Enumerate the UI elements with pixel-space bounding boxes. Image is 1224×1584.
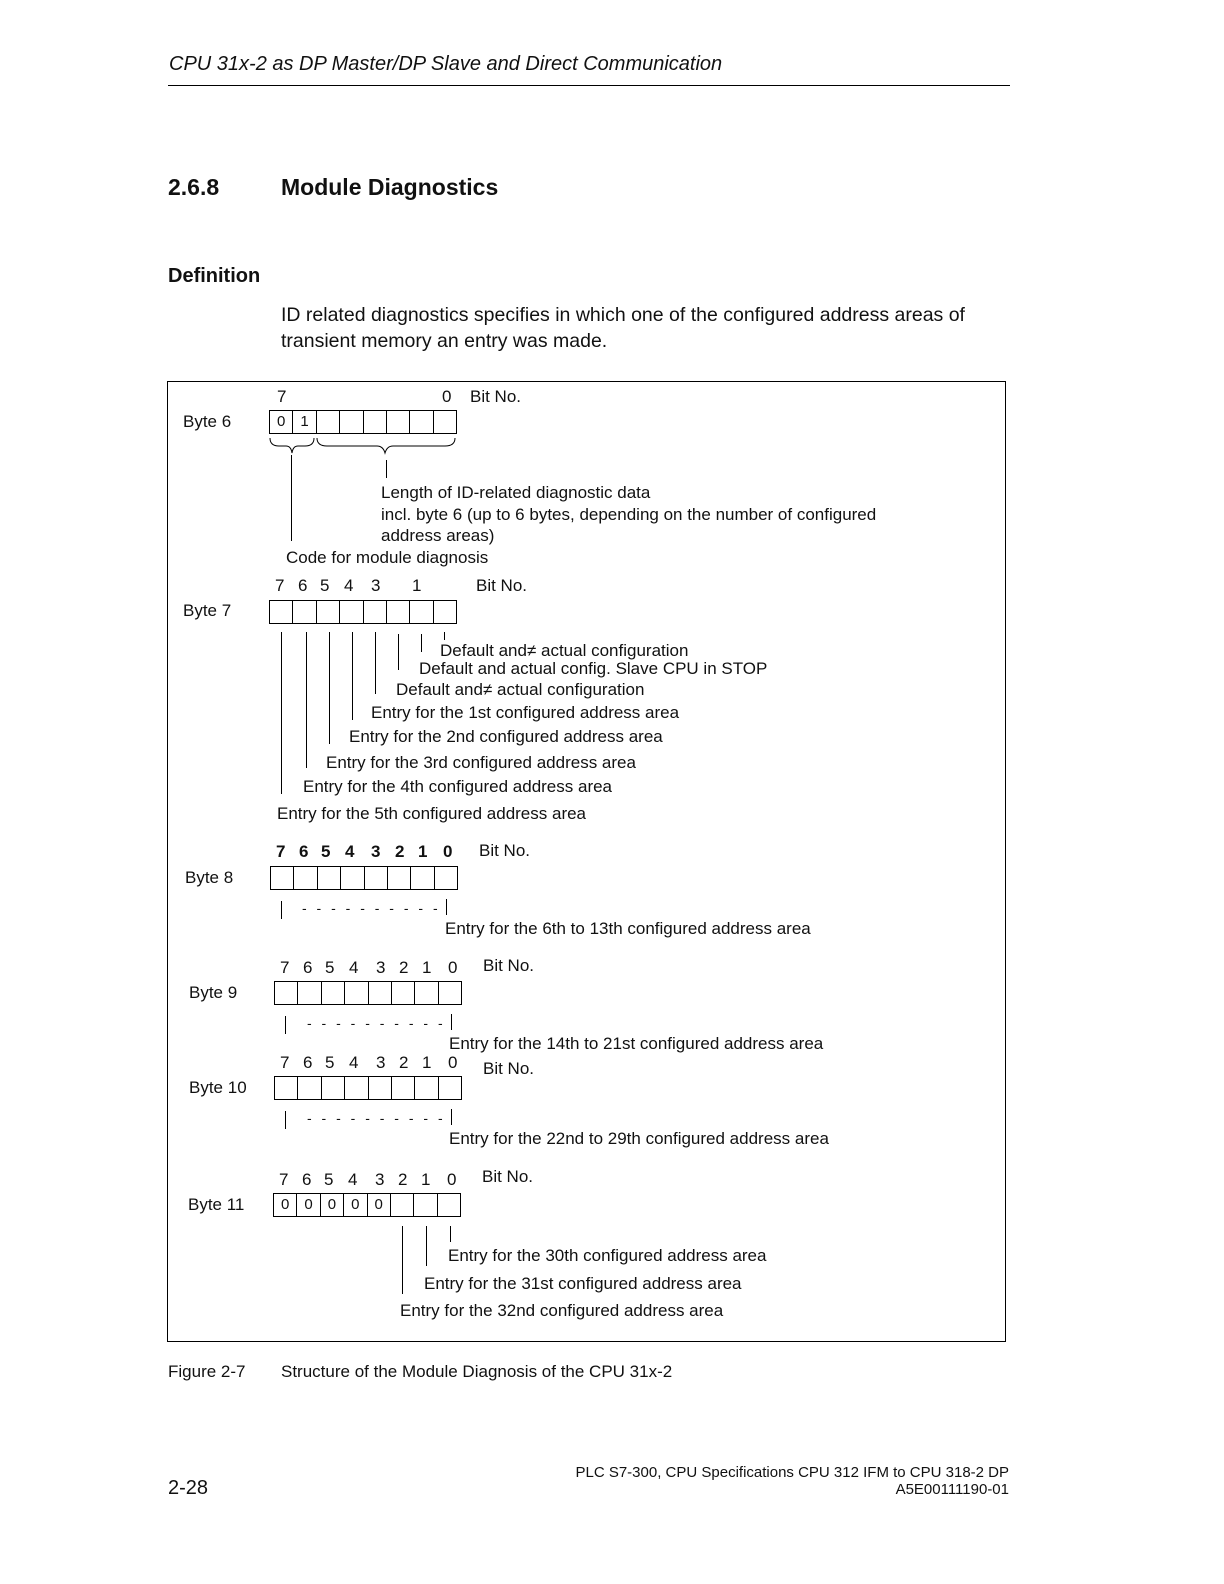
byte6-length-text-3: address areas)	[381, 526, 495, 545]
byte8-label: Byte 8	[185, 868, 234, 887]
byte6-code-text: Code for module diagnosis	[286, 548, 489, 567]
byte10-cell	[415, 1077, 438, 1099]
byte9-register	[274, 981, 462, 1005]
byte10-bit: 6	[303, 1053, 313, 1072]
byte7-bit: 1	[412, 576, 422, 595]
byte9-cell	[345, 982, 368, 1004]
byte9-cell	[392, 982, 415, 1004]
header-rule	[168, 85, 1010, 86]
byte8-bit: 6	[299, 842, 309, 861]
byte7-line-bit1	[421, 634, 422, 652]
byte10-cell	[322, 1077, 345, 1099]
byte9-cell	[322, 982, 345, 1004]
section-title: Module Diagnostics	[281, 174, 499, 200]
byte9-label: Byte 9	[189, 983, 238, 1002]
byte8-cell	[294, 867, 317, 889]
byte6-cell: 1	[293, 411, 316, 433]
byte11-entry: Entry for the 32nd configured address area	[400, 1301, 724, 1320]
byte11-line-bit2	[402, 1226, 403, 1294]
byte9-dashes: - - - - - - - - - -	[307, 1015, 446, 1031]
byte11-cell: 0	[321, 1194, 344, 1216]
byte6-bit-high: 7	[277, 387, 287, 406]
byte6-cell	[317, 411, 340, 433]
byte11-bit: 7	[279, 1170, 289, 1189]
byte11-bit: 2	[398, 1170, 408, 1189]
byte11-bit-no-label: Bit No.	[482, 1167, 534, 1186]
footer-doc-title: PLC S7-300, CPU Specifications CPU 312 IFM to CPU 318-2 DP	[575, 1464, 1009, 1481]
byte7-line-bit4	[352, 632, 353, 720]
byte6-length-line	[386, 460, 387, 478]
byte6-cell	[434, 411, 456, 433]
byte10-dashes: - - - - - - - - - -	[307, 1110, 446, 1126]
byte7-bit: 4	[344, 576, 354, 595]
byte11-cell: 0	[274, 1194, 297, 1216]
byte7-entry: Entry for the 3rd configured address area	[326, 753, 636, 772]
byte10-bit: 7	[280, 1053, 290, 1072]
byte9-cell	[275, 982, 298, 1004]
byte10-bit-no-label: Bit No.	[483, 1059, 535, 1078]
byte8-bit: 1	[418, 842, 428, 861]
byte7-entry: Entry for the 1st configured address area	[371, 703, 680, 722]
byte11-register	[273, 1193, 461, 1217]
byte7-entry: Entry for the 4th configured address area	[303, 777, 613, 796]
byte9-bit: 5	[325, 958, 335, 977]
byte9-bit: 0	[448, 958, 458, 977]
byte7-line-bit6	[306, 632, 307, 768]
byte6-label: Byte 6	[183, 412, 232, 431]
byte7-bit-no-label: Bit No.	[476, 576, 528, 595]
byte11-cell: 0	[344, 1194, 367, 1216]
definition-text: ID related diagnostics specifies in which one of the configured address areas of transient memory an entry was made.	[281, 304, 965, 352]
byte7-bit: 5	[320, 576, 330, 595]
byte8-cell	[388, 867, 411, 889]
byte6-cell	[340, 411, 363, 433]
byte11-bit: 1	[421, 1170, 431, 1189]
byte9-bit: 3	[376, 958, 386, 977]
byte7-cell	[410, 601, 433, 623]
byte11-cell: 0	[297, 1194, 320, 1216]
byte10-line-left	[285, 1111, 286, 1129]
byte10-cell	[369, 1077, 392, 1099]
byte8-bit: 2	[395, 842, 405, 861]
byte11-bit: 6	[302, 1170, 312, 1189]
byte8-cell	[411, 867, 434, 889]
byte7-bit: 3	[371, 576, 381, 595]
footer-doc-number: A5E00111190-01	[895, 1481, 1009, 1498]
byte6-cell: 0	[270, 411, 293, 433]
byte11-cell	[414, 1194, 437, 1216]
byte9-cell	[369, 982, 392, 1004]
byte6-braces	[265, 436, 465, 460]
footer-doc-info	[575, 1464, 1009, 1498]
byte11-bit: 3	[375, 1170, 385, 1189]
byte7-line-bit5	[329, 632, 330, 744]
byte7-entry: Entry for the 5th configured address area	[277, 804, 587, 823]
byte7-entry: Entry for the 2nd configured address area	[349, 727, 663, 746]
byte9-line-left	[285, 1016, 286, 1034]
byte6-code-line	[291, 455, 292, 541]
byte7-entry: Default and≠ actual configuration	[440, 641, 689, 660]
byte10-cell	[392, 1077, 415, 1099]
byte8-dashes: - - - - - - - - - -	[302, 900, 441, 916]
byte6-cell	[410, 411, 433, 433]
byte10-register	[274, 1076, 462, 1100]
byte8-cell	[271, 867, 294, 889]
byte7-cell	[293, 601, 316, 623]
byte11-bit: 4	[348, 1170, 358, 1189]
byte9-bit: 2	[399, 958, 409, 977]
byte8-bit: 7	[276, 842, 286, 861]
byte7-cell	[387, 601, 410, 623]
byte7-cell	[434, 601, 456, 623]
byte8-cell	[318, 867, 341, 889]
byte11-cell	[438, 1194, 460, 1216]
byte10-cell	[275, 1077, 298, 1099]
byte9-cell	[439, 982, 461, 1004]
byte10-cell	[298, 1077, 321, 1099]
byte8-bit: 5	[321, 842, 331, 861]
byte9-line-right	[451, 1014, 452, 1030]
byte8-bit: 0	[443, 842, 453, 861]
byte11-label: Byte 11	[188, 1195, 245, 1214]
byte10-bit: 4	[349, 1053, 359, 1072]
byte8-cell	[365, 867, 388, 889]
byte11-cell: 0	[368, 1194, 391, 1216]
running-header: CPU 31x-2 as DP Master/DP Slave and Direct Communication	[169, 53, 723, 75]
byte9-cell	[298, 982, 321, 1004]
byte9-entry: Entry for the 14th to 21st configured address area	[449, 1034, 824, 1053]
byte7-line-bit2	[398, 634, 399, 670]
byte8-line-left	[281, 901, 282, 919]
byte7-entry: Default and≠ actual configuration	[396, 680, 645, 699]
byte6-bit-low: 0	[442, 387, 452, 406]
byte9-bit: 4	[349, 958, 359, 977]
byte11-line-bit0	[450, 1226, 451, 1242]
byte6-bit-no-label: Bit No.	[470, 387, 522, 406]
byte9-bit: 7	[280, 958, 290, 977]
byte10-bit: 3	[376, 1053, 386, 1072]
byte7-cell	[270, 601, 293, 623]
byte10-bit: 1	[422, 1053, 432, 1072]
byte8-register	[270, 866, 458, 890]
byte9-bit-no-label: Bit No.	[483, 956, 535, 975]
byte7-line-bit3	[375, 632, 376, 694]
section-number: 2.6.8	[168, 174, 220, 200]
byte7-bit: 6	[298, 576, 308, 595]
byte6-register	[269, 410, 457, 434]
byte9-bit: 6	[303, 958, 313, 977]
byte11-cell	[391, 1194, 414, 1216]
definition-heading: Definition	[168, 265, 261, 287]
page-number: 2-28	[168, 1477, 209, 1499]
byte10-bit: 0	[448, 1053, 458, 1072]
byte8-cell	[435, 867, 457, 889]
byte10-cell	[439, 1077, 461, 1099]
byte11-entry: Entry for the 30th configured address area	[448, 1246, 767, 1265]
byte11-entry: Entry for the 31st configured address area	[424, 1274, 742, 1293]
byte8-entry: Entry for the 6th to 13th configured address area	[445, 919, 811, 938]
byte10-label: Byte 10	[189, 1078, 247, 1097]
byte10-entry: Entry for the 22nd to 29th configured address area	[449, 1129, 829, 1148]
byte10-bit: 2	[399, 1053, 409, 1072]
byte9-bit: 1	[422, 958, 432, 977]
byte7-cell	[340, 601, 363, 623]
figure-caption-label: Figure 2-7	[168, 1362, 246, 1381]
byte8-line-right	[446, 899, 447, 915]
byte7-entry: Default and actual config. Slave CPU in STOP	[419, 659, 768, 678]
byte11-bit: 5	[324, 1170, 334, 1189]
byte11-line-bit1	[426, 1226, 427, 1266]
byte10-line-right	[451, 1109, 452, 1125]
byte7-cell	[364, 601, 387, 623]
byte7-line-bit7	[281, 632, 282, 794]
byte6-cell	[364, 411, 387, 433]
byte11-bit: 0	[447, 1170, 457, 1189]
byte10-bit: 5	[325, 1053, 335, 1072]
byte7-bit: 7	[275, 576, 285, 595]
byte10-cell	[345, 1077, 368, 1099]
byte8-bit: 3	[371, 842, 381, 861]
byte8-bit-no-label: Bit No.	[479, 841, 531, 860]
byte9-cell	[415, 982, 438, 1004]
byte7-register	[269, 600, 457, 624]
byte6-length-text-2: incl. byte 6 (up to 6 bytes, depending on the number of configured	[381, 505, 877, 524]
byte6-cell	[387, 411, 410, 433]
figure-caption-text: Structure of the Module Diagnosis of the CPU 31x-2	[281, 1362, 673, 1381]
byte8-bit: 4	[345, 842, 355, 861]
byte7-cell	[317, 601, 340, 623]
byte8-cell	[341, 867, 364, 889]
byte7-label: Byte 7	[183, 601, 232, 620]
byte6-length-text-1: Length of ID-related diagnostic data	[381, 483, 651, 502]
byte7-line-bit0	[444, 632, 445, 640]
